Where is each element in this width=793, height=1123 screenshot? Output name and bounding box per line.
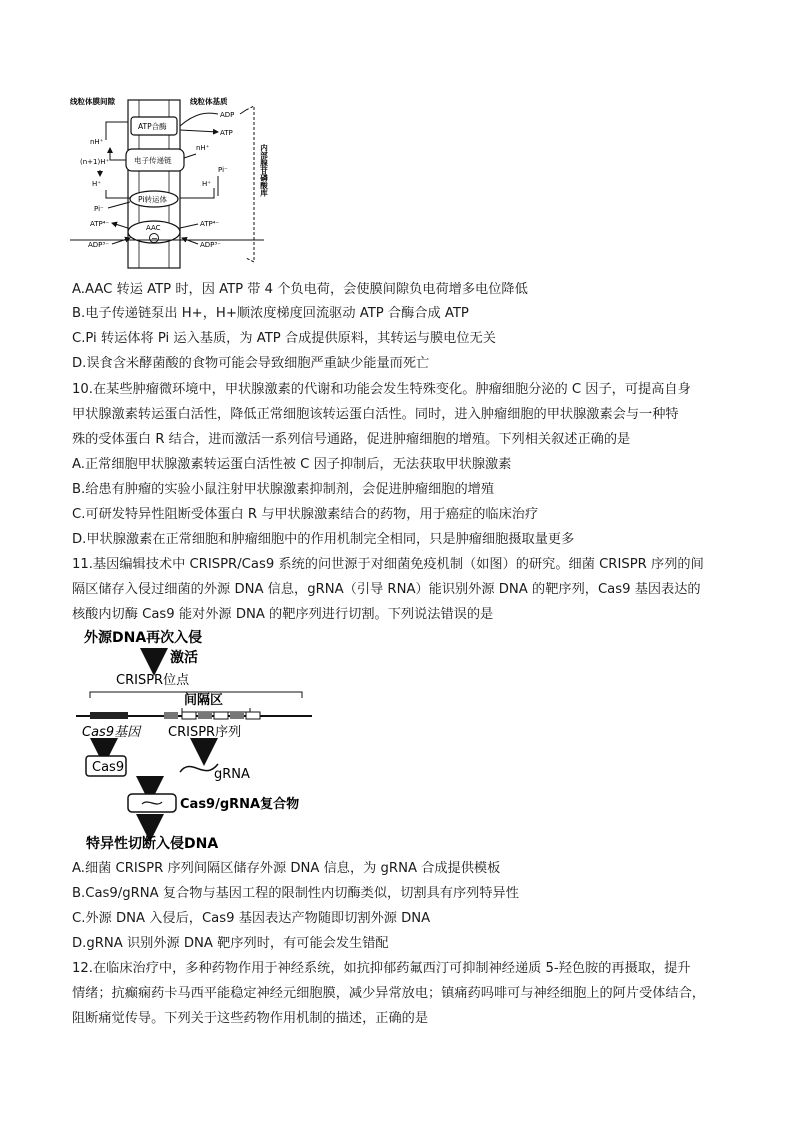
fig2-bottom-label: 特异性切断入侵DNA — [86, 836, 219, 852]
pi-transporter-label: Pi转运体 — [138, 195, 167, 204]
q9-option-a: A.AAC 转运 ATP 时，因 ATP 带 4 个负电荷，会使膜间隙负电荷增多电位降低 — [72, 282, 528, 297]
q11-option-a: A.细菌 CRISPR 序列间隔区储存外源 DNA 信息，为 gRNA 合成提供模板 — [72, 861, 501, 876]
q11-stem-line-3: 核酸内切酶 Cas9 能对外源 DNA 的靶序列进行切割。下列说法错误的是 — [72, 607, 494, 622]
q10-option-c: C.可研发特异性阻断受体蛋白 R 与甲状腺激素结合的药物，用于癌症的临床治疗 — [72, 507, 539, 522]
h-label-right: H⁺ — [202, 180, 211, 188]
adenine-pool-label: 内部腺苷磷酸库 — [259, 144, 269, 197]
q11-option-d: D.gRNA 识别外源 DNA 靶序列时，有可能会发生错配 — [72, 936, 389, 951]
q10-stem-line-3: 殊的受体蛋白 R 结合，进而激活一系列信号通路，促进肿瘤细胞的增殖。下列相关叙述正确的是 — [72, 432, 631, 447]
nh-label-right: nH⁺ — [196, 144, 210, 152]
etc-label: 电子传递链 — [134, 156, 172, 165]
q11-option-b: B.Cas9/gRNA 复合物与基因工程的限制性内切酶类似，切割具有序列特异性 — [72, 886, 519, 901]
crispr-cas9-figure — [72, 626, 322, 852]
fig2-complex-label: Cas9/gRNA复合物 — [180, 797, 300, 812]
fig2-activate-label: 激活 — [170, 650, 198, 666]
minus-sign: − — [151, 234, 158, 243]
q12-stem-line-1: 12.在临床治疗中，多种药物作用于神经系统，如抗抑郁药氟西汀可抑制神经递质 5-羟色胺的再摄取，提升 — [72, 961, 691, 976]
fig2-top-label: 外源DNA再次入侵 — [84, 630, 203, 646]
pi-label-left: Pi⁻ — [94, 205, 104, 213]
q10-option-b: B.给患有肿瘤的实验小鼠注射甲状腺激素抑制剂，会促进肿瘤细胞的增殖 — [72, 482, 495, 497]
q11-stem-line-2: 隔区储存入侵过细菌的外源 DNA 信息，gRNA（引导 RNA）能识别外源 DNA 的靶序列，Cas9 基因表达的 — [72, 582, 701, 597]
fig2-locus-label: CRISPR位点 — [116, 673, 190, 688]
nh-label: nH⁺ — [90, 138, 104, 146]
q11-option-c: C.外源 DNA 入侵后，Cas9 基因表达产物随即切割外源 DNA — [72, 911, 431, 926]
matrix-label: 线粒体基质 — [190, 97, 228, 106]
adp3-label-left: ADP³⁻ — [88, 241, 109, 249]
q10-option-d: D.甲状腺激素在正常细胞和肿瘤细胞中的作用机制完全相同，只是肿瘤细胞摄取量更多 — [72, 532, 575, 547]
n1h-label: (n+1)H⁺ — [80, 158, 110, 166]
q12-stem-line-2: 情绪；抗癫痫药卡马西平能稳定神经元细胞膜，减少异常放电；镇痛药吗啡可与神经细胞上的阿片受体结合， — [72, 986, 705, 1001]
atp-synthase-label: ATP合酶 — [138, 122, 167, 131]
fig2-crispr-seq-label: CRISPR序列 — [168, 725, 242, 740]
atp4-label-right: ATP⁴⁻ — [200, 220, 220, 228]
pi-label-right: Pi⁻ — [218, 166, 228, 174]
q10-option-a: A.正常细胞甲状腺激素转运蛋白活性被 C 因子抑制后，无法获取甲状腺激素 — [72, 457, 512, 472]
q9-option-c: C.Pi 转运体将 Pi 运入基质，为 ATP 合成提供原料，其转运与膜电位无关 — [72, 331, 496, 346]
q10-stem-line-1: 10.在某些肿瘤微环境中，甲状腺激素的代谢和功能会发生特殊变化。肿瘤细胞分泌的 C 因子，可提高自身 — [72, 382, 691, 397]
aac-label: AAC — [146, 224, 161, 232]
fig2-grna-label: gRNA — [214, 767, 250, 782]
h-label-left: H⁺ — [92, 180, 101, 188]
q12-stem-line-3: 阻断痛觉传导。下列关于这些药物作用机制的描述，正确的是 — [72, 1011, 429, 1026]
adp-label-right: ADP — [220, 111, 235, 119]
q9-option-b: B.电子传递链泵出 H+，H+顺浓度梯度回流驱动 ATP 合酶合成 ATP — [72, 306, 469, 321]
adp3-label-right: ADP³⁻ — [200, 241, 221, 249]
atp4-label-left: ATP⁴⁻ — [90, 220, 110, 228]
fig2-spacer-label: 间隔区 — [184, 693, 224, 708]
fig2-cas9-gene-label: Cas9基因 — [82, 725, 141, 740]
intermembrane-label: 线粒体膜间隙 — [70, 97, 115, 106]
q10-stem-line-2: 甲状腺激素转运蛋白活性，降低正常细胞该转运蛋白活性。同时，进入肿瘤细胞的甲状腺激素会与一种特 — [72, 407, 679, 422]
mitochondria-transport-figure — [68, 92, 278, 270]
fig2-cas9-protein-label: Cas9 — [92, 760, 125, 775]
q11-stem-line-1: 11.基因编辑技术中 CRISPR/Cas9 系统的问世源于对细菌免疫机制（如图）的研究。细菌 CRISPR 序列的间 — [72, 557, 704, 572]
q9-option-d: D.误食含米酵菌酸的食物可能会导致细胞严重缺少能量而死亡 — [72, 356, 430, 371]
atp-label-right: ATP — [220, 129, 233, 137]
